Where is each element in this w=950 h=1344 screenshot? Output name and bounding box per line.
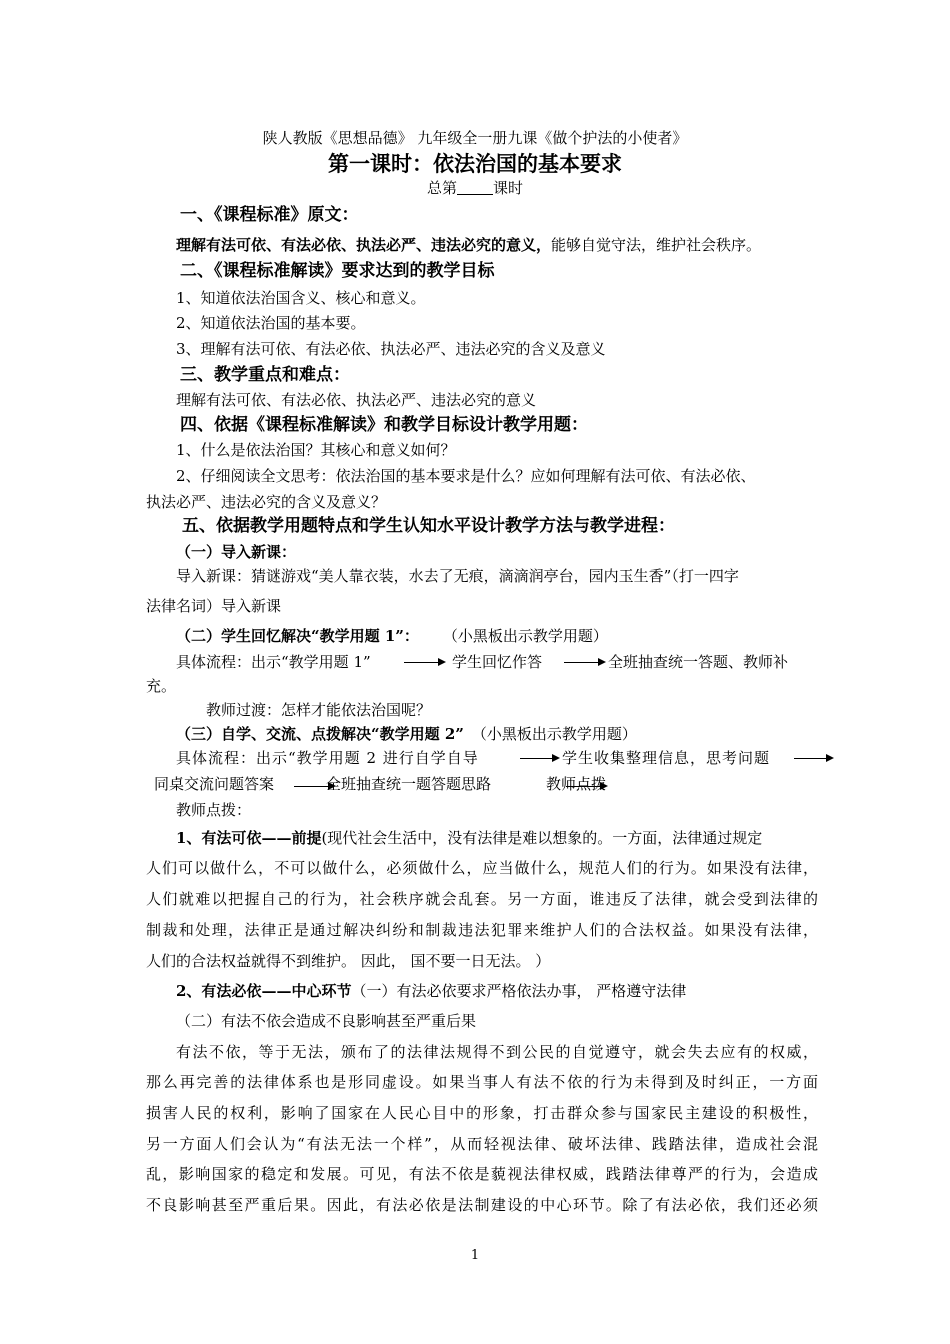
point-2-sub-a: （一）有法必依要求严格依法办事， 严格遵守法律 xyxy=(351,982,687,1000)
section-2-heading: 二、《课程标准解读》要求达到的教学目标 xyxy=(180,261,495,281)
flow-step: 同桌交流问题答案 xyxy=(154,775,275,793)
section-1-heading: 一、《课程标准》原文： xyxy=(180,205,359,225)
point-1-text: (现代社会生活中，没有法律是难以想象的。一方面，法律通过规定 xyxy=(321,829,763,847)
flow-step: 学生收集整理信息，思考问题 xyxy=(562,749,771,767)
section-3-text: 理解有法可依、有法必依、执法必严、违法必究的意义 xyxy=(176,391,537,409)
period-blank xyxy=(457,180,493,195)
section-3-heading: 三、教学重点和难点： xyxy=(180,365,350,385)
flow-arrow-icon xyxy=(520,758,558,759)
doc-title: 第一课时：依法治国的基本要求 xyxy=(328,151,622,176)
objective-item: 2、知道依法治国的基本要。 xyxy=(176,314,366,332)
point-2-heading: 2、有法必依——中心环节 xyxy=(176,982,352,1000)
point-1-line-1 xyxy=(176,828,818,848)
point-1-line: 制裁和处理，法律正是通过解决纠纷和制裁违法犯罪来维护人们的合法权益。如果没有法律， xyxy=(146,921,818,939)
page-number: 1 xyxy=(470,1248,480,1263)
point-2-paragraph-line: 另一方面人们会认为“有法无法一个样”，从而轻视法律、破坏法律、践踏法律，造成社会混 xyxy=(146,1135,818,1153)
teacher-guide-label: 教师点拨： xyxy=(176,801,252,819)
section-1-text xyxy=(176,235,761,255)
flow-step: 具体流程：出示“教学用题 2 进行自学自导 xyxy=(176,749,479,767)
point-1-line: 人们的合法权益就得不到维护。 因此， 国不要一日无法。 ） xyxy=(146,952,551,970)
question-1: 1、什么是依法治国？其核心和意义如何？ xyxy=(176,441,456,459)
period-prefix: 总第 xyxy=(426,179,457,197)
part-1-heading: （一）导入新课： xyxy=(176,543,297,561)
point-1-line: 人们可以做什么，不可以做什么，必须做什么，应当做什么，规范人们的行为。如果没有法律， xyxy=(146,859,818,877)
part-2-note: （小黑板出示教学用题） xyxy=(442,627,608,645)
part-2-heading-line xyxy=(176,626,608,646)
intro-line-1: 导入新课：猜谜游戏“美人靠衣装，水去了无痕，滴滴润亭台，园内玉生香”（打一四字 xyxy=(176,567,739,585)
question-2-line-2: 执法必严、违法必究的含义及意义？ xyxy=(146,493,387,511)
part-2-heading: （二）学生回忆解决“教学用题 1”： xyxy=(176,627,419,645)
flow-step: 全班抽查统一题答题思路 xyxy=(326,775,492,793)
part-3-heading: （三）自学、交流、点拨解决“教学用题 2” xyxy=(176,725,464,743)
section-1-text-bold: 理解有法可依、有法必依、执法必严、违法必究的意义， xyxy=(176,236,552,254)
point-2-paragraph-line: 乱，影响国家的稳定和发展。可见，有法不依是藐视法律权威，践踏法律尊严的行为，会造成 xyxy=(146,1165,818,1183)
flow-step: 教师点拨 xyxy=(546,775,607,793)
teacher-transition: 教师过渡：怎样才能依法治国呢？ xyxy=(206,701,432,719)
point-2-paragraph-line: 损害人民的权利，影响了国家在人民心目中的形象，打击群众参与国家民主建设的积极性， xyxy=(146,1104,818,1122)
flow-step: 全班抽查统一答题、教师补 xyxy=(608,653,789,671)
section-5-heading: 五、依据教学用题特点和学生认知水平设计教学方法与教学进程： xyxy=(182,516,675,536)
flow-step: 学生回忆作答 xyxy=(452,653,543,671)
point-2-paragraph-line: 那么再完善的法律体系也是形同虚设。如果当事人有法不依的行为未得到及时纠正，一方面 xyxy=(146,1073,818,1091)
period-line xyxy=(0,178,950,198)
part-3-note: （小黑板出示教学用题） xyxy=(471,725,637,743)
doc-subtitle: 陕人教版《思想品德》 九年级全一册九课《做个护法的小使者》 xyxy=(262,129,688,147)
point-1-heading: 1、有法可依——前提 xyxy=(176,829,322,847)
objective-item: 1、知道依法治国含义、核心和意义。 xyxy=(176,289,426,307)
objective-item: 3、理解有法可依、有法必依、执法必严、违法必究的含义及意义 xyxy=(176,340,606,358)
flow-step: 具体流程：出示“教学用题 1” xyxy=(176,653,371,671)
period-suffix: 课时 xyxy=(493,179,524,197)
question-2-line-1: 2、仔细阅读全文思考：依法治国的基本要求是什么？应如何理解有法可依、有法必依、 xyxy=(176,467,756,485)
point-2-sub-b: （二）有法不依会造成不良影响甚至严重后果 xyxy=(176,1012,477,1030)
point-1-line: 人们就难以把握自己的行为，社会秩序就会乱套。另一方面，谁违反了法律，就会受到法律的 xyxy=(146,890,818,908)
section-1-text-rest: 能够自觉守法，维护社会秩序。 xyxy=(551,236,762,254)
intro-line-2: 法律名词）导入新课 xyxy=(146,597,282,615)
flow-arrow-icon xyxy=(794,758,832,759)
point-2-paragraph-line: 有法不依，等于无法，颁布了的法律法规得不到公民的自觉遵守，就会失去应有的权威， xyxy=(176,1043,818,1061)
flow-step: 充。 xyxy=(146,677,177,695)
point-2-line-1 xyxy=(176,981,686,1001)
flow-arrow-icon xyxy=(404,662,444,663)
part-3-heading-line xyxy=(176,724,637,744)
section-4-heading: 四、依据《课程标准解读》和教学目标设计教学用题： xyxy=(180,415,588,435)
point-2-paragraph-line: 不良影响甚至严重后果。因此，有法必依是法制建设的中心环节。除了有法必依，我们还必须 xyxy=(146,1196,818,1214)
flow-arrow-icon xyxy=(564,662,604,663)
